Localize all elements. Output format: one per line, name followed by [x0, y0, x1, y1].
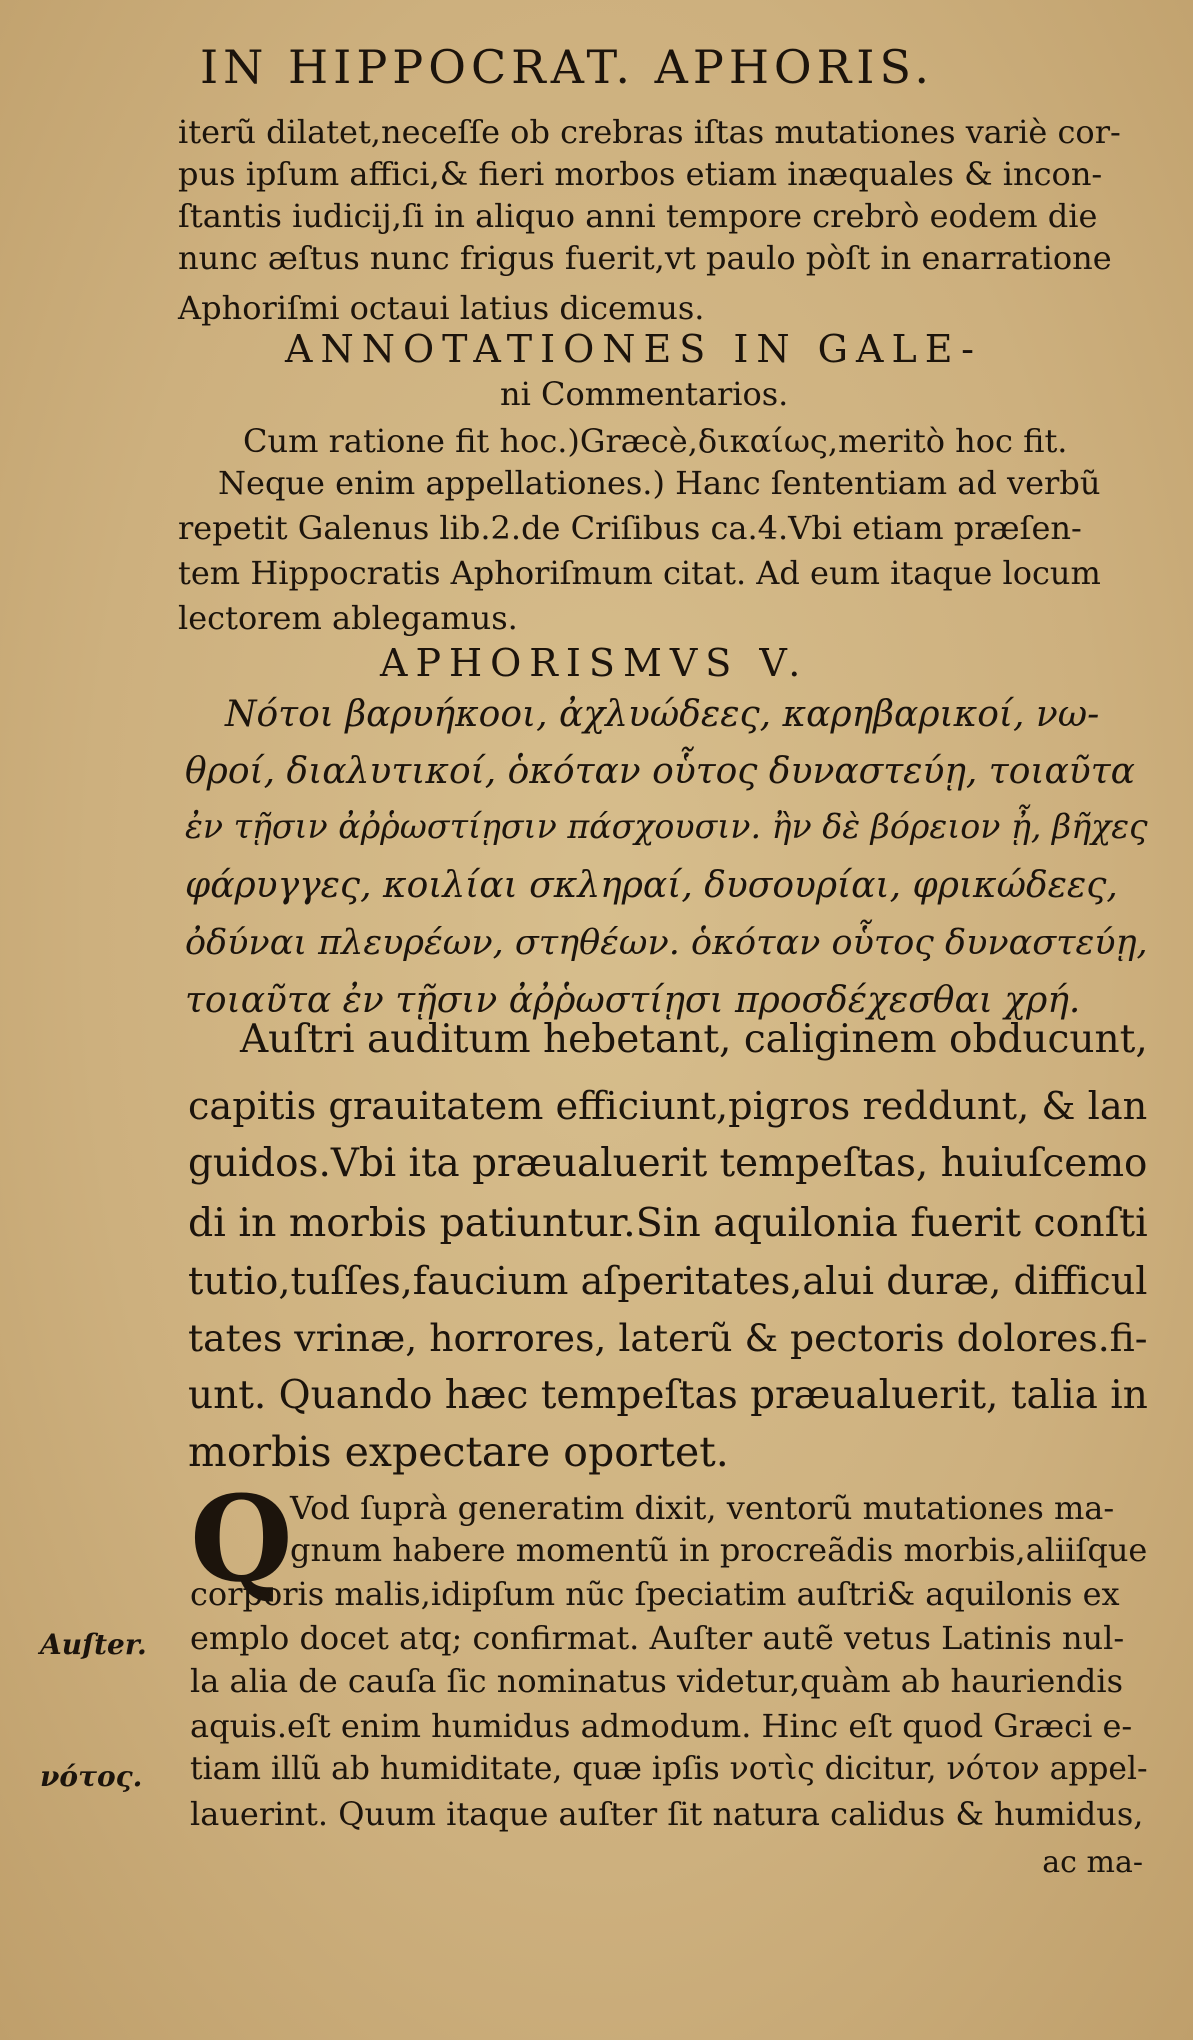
text-line: aquis.eſt enim humidus admodum. Hinc eſt quod Græci e-	[190, 1707, 1133, 1745]
greek-line: ὀδύναι πλευρέων, στηθέων. ὁκόταν οὗτος δυναστεύῃ,	[185, 923, 1148, 963]
text-line: pus ipſum affici,& fieri morbos etiam inæquales & incon-	[178, 155, 1103, 193]
greek-line: ἐν τῇσιν ἀῤῥωστίῃσιν πάσχουσιν. ἢν δὲ βόρειον ᾖ, βῆχες	[185, 807, 1148, 846]
annotations-title: ANNOTATIONES IN GALE-	[285, 327, 982, 371]
text-line: lectorem ablegamus.	[178, 599, 518, 637]
text-line: lauerint. Quum itaque auſter ſit natura calidus & humidus,	[190, 1795, 1144, 1833]
catchword: ac ma-	[1042, 1845, 1143, 1880]
aphorism-title: APHORISMVS V.	[380, 641, 809, 685]
text-line: Aphoriſmi octaui latius dicemus.	[178, 289, 705, 327]
annotations-subtitle: ni Commentarios.	[500, 375, 789, 413]
latin-line: tates vrinæ, horrores, laterũ & pectoris dolores.fi-	[188, 1316, 1148, 1360]
latin-line: guidos.Vbi ita præualuerit tempeſtas, huiuſcemo	[188, 1141, 1148, 1186]
latin-line: di in morbis patiuntur.Sin aquilonia fuerit conſti	[188, 1200, 1148, 1246]
text-line: repetit Galenus lib.2.de Criſibus ca.4.Vbi etiam præſen-	[178, 509, 1082, 547]
text-line: iterũ dilatet,neceſſe ob crebras iſtas mutationes variè cor-	[178, 113, 1121, 151]
latin-line: morbis expectare oportet.	[188, 1428, 729, 1476]
text-line: la alia de cauſa ſic nominatus videtur,quàm ab hauriendis	[190, 1662, 1124, 1700]
text-line: nunc æſtus nunc frigus fuerit,vt paulo pòſt in enarratione	[178, 239, 1112, 277]
latin-line: Auſtri auditum hebetant, caliginem obducunt,	[240, 1017, 1148, 1062]
margin-note-auster: Auſter.	[40, 1628, 147, 1661]
greek-line: τοιαῦτα ἐν τῇσιν ἀῤῥωστίῃσι προσδέχεσθαι χρή.	[185, 980, 1081, 1021]
text-line: corporis malis,idipſum nũc ſpeciatim auſtri& aquilonis ex	[190, 1575, 1120, 1613]
text-line: gnum habere momentũ in procreãdis morbis,aliiſque	[290, 1531, 1148, 1569]
greek-line: Νότοι βαρυήκοοι, ἀχλυώδεες, καρηβαρικοί, νω-	[225, 694, 1100, 735]
latin-line: tutio,tuſſes,faucium aſperitates,alui duræ, difficul	[188, 1259, 1148, 1303]
latin-line: unt. Quando hæc tempeſtas præualuerit, talia in	[188, 1373, 1148, 1418]
running-header: IN HIPPOCRAT. APHORIS.	[200, 40, 934, 94]
text-line: ſtantis iudicij,ſi in aliquo anni tempore crebrò eodem die	[178, 197, 1098, 235]
text-line: Neque enim appellationes.) Hanc ſententiam ad verbũ	[218, 464, 1101, 502]
text-line: emplo docet atq; confirmat. Auſter autẽ vetus Latinis nul-	[190, 1619, 1125, 1657]
greek-line: φάρυγγες, κοιλίαι σκληραί, δυσουρίαι, φρικώδεες,	[185, 865, 1118, 906]
latin-line: capitis grauitatem efficiunt,pigros reddunt, & lan	[188, 1084, 1148, 1129]
margin-note-notos: νότος.	[40, 1760, 143, 1793]
text-line: Cum ratione fit hoc.)Græcè,δικαίως,meritò hoc fit.	[243, 422, 1068, 460]
drop-cap: Q	[190, 1469, 293, 1608]
text-line: tiam illũ ab humiditate, quæ ipſis νοτὶς dicitur, νότον appel-	[190, 1751, 1148, 1787]
text-line: Vod ſuprà generatim dixit, ventorũ mutationes ma-	[290, 1489, 1115, 1527]
text-line: tem Hippocratis Aphoriſmum citat. Ad eum itaque locum	[178, 554, 1101, 592]
greek-line: θροί, διαλυτικοί, ὁκόταν οὗτος δυναστεύῃ, τοιαῦτα	[185, 751, 1135, 792]
